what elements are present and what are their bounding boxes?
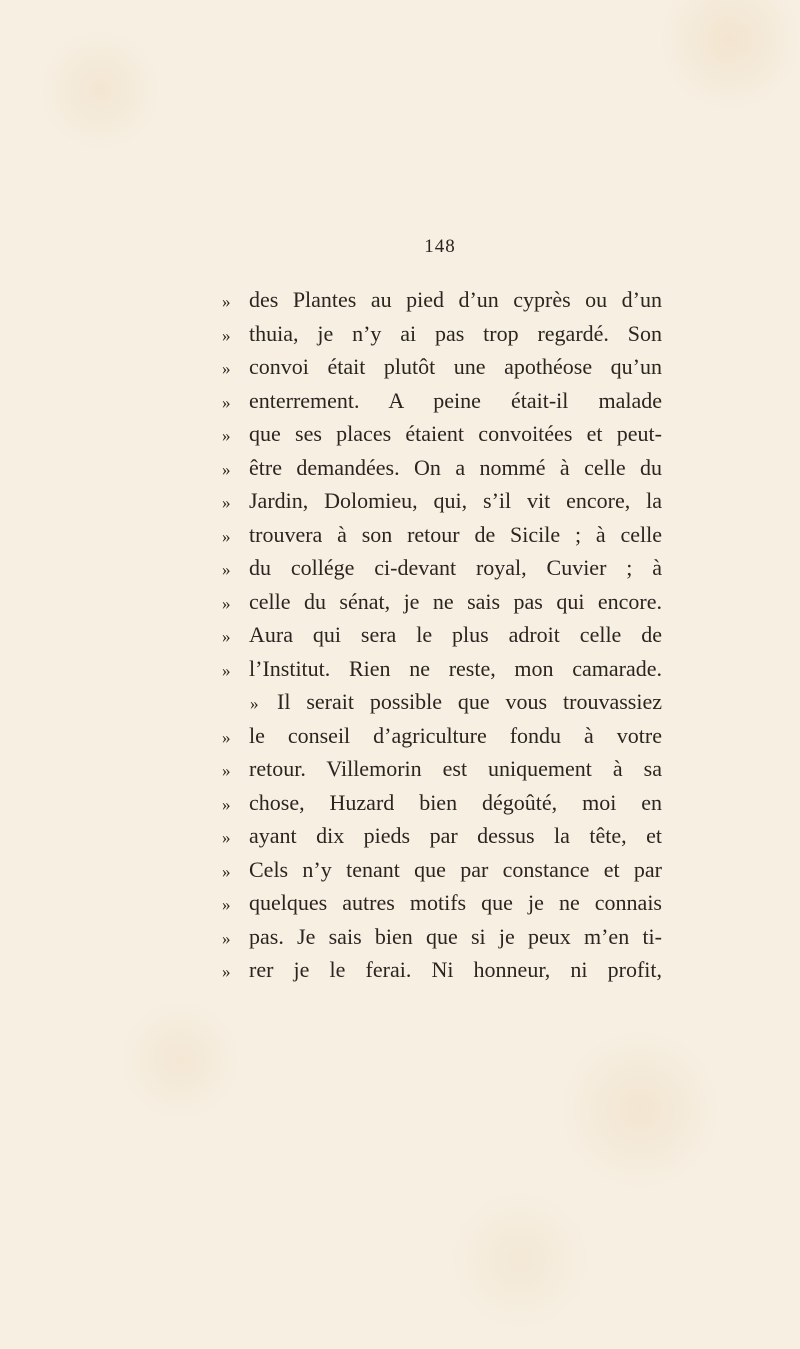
- line-text: celle du sénat, je ne sais pas qui encore.: [249, 588, 662, 614]
- line-text: du collége ci-devant royal, Cuvier ; à: [249, 555, 662, 580]
- text-line: [222, 719, 662, 753]
- text-line: [222, 953, 662, 987]
- quote-mark: »: [222, 962, 231, 981]
- line-text: que ses places étaient convoitées et peut-: [249, 421, 662, 446]
- quote-mark: »: [222, 861, 231, 881]
- text-line: [222, 283, 662, 317]
- quote-mark: »: [222, 392, 231, 412]
- text-line: [222, 350, 662, 384]
- quote-mark: »: [222, 526, 231, 546]
- text-line: [222, 451, 662, 485]
- quote-mark: »: [222, 660, 231, 680]
- line-text: chose, Huzard bien dégoûté, moi en: [249, 789, 662, 815]
- quote-mark: »: [222, 794, 231, 814]
- text-line: [222, 853, 662, 887]
- text-line: [222, 685, 662, 719]
- line-text: convoi était plutôt une apothéose qu’un: [249, 354, 662, 379]
- quote-mark: »: [222, 727, 231, 747]
- quote-mark: »: [222, 292, 231, 311]
- line-text: thuia, je n’y ai pas trop regardé. Son: [249, 320, 662, 346]
- line-text: des Plantes au pied d’un cyprès ou d’un: [249, 287, 662, 312]
- text-line: [222, 752, 662, 786]
- body-text: [222, 283, 662, 987]
- quote-mark: »: [222, 761, 231, 780]
- line-text: retour. Villemorin est uniquement à sa: [249, 756, 662, 781]
- quote-mark: »: [222, 627, 231, 646]
- line-text: l’Institut. Rien ne reste, mon camarade.: [249, 655, 662, 681]
- text-line: [222, 786, 662, 820]
- line-text: trouvera à son retour de Sicile ; à celle: [249, 521, 662, 547]
- line-text: pas. Je sais bien que si je peux m’en ti-: [249, 923, 662, 949]
- page-number: 148: [424, 236, 456, 257]
- text-line: [222, 317, 662, 351]
- line-text: Cels n’y tenant que par constance et par: [249, 856, 662, 882]
- text-line: [222, 551, 662, 585]
- text-line: [222, 585, 662, 619]
- quote-mark: »: [222, 895, 231, 914]
- line-text: Aura qui sera le plus adroit celle de: [249, 622, 662, 647]
- quote-mark: »: [222, 325, 231, 345]
- quote-mark: »: [222, 560, 231, 579]
- text-line: [222, 384, 662, 418]
- quote-mark: »: [222, 459, 231, 479]
- line-text: enterrement. A peine était-il malade: [249, 387, 662, 413]
- quote-mark: »: [222, 593, 231, 613]
- quote-mark: »: [222, 359, 231, 378]
- line-text: quelques autres motifs que je ne connais: [249, 890, 662, 915]
- line-text: ayant dix pieds par dessus la tête, et: [249, 823, 662, 848]
- text-line: [222, 484, 662, 518]
- quote-mark: »: [222, 928, 231, 948]
- line-text: Il serait possible que vous trouvassiez: [277, 689, 662, 714]
- quote-mark: »: [222, 493, 231, 512]
- text-line: [222, 618, 662, 652]
- line-text: être demandées. On a nommé à celle du: [249, 454, 662, 480]
- quote-mark: »: [250, 694, 259, 713]
- text-line: [222, 920, 662, 954]
- quote-mark: »: [222, 426, 231, 445]
- text-line: [222, 518, 662, 552]
- line-text: rer je le ferai. Ni honneur, ni profit,: [249, 957, 662, 982]
- text-line: [222, 819, 662, 853]
- line-text: Jardin, Dolomieu, qui, s’il vit encore, la: [249, 488, 662, 513]
- text-line: [222, 417, 662, 451]
- text-line: [222, 886, 662, 920]
- text-line: [222, 652, 662, 686]
- line-text: le conseil d’agriculture fondu à votre: [249, 722, 662, 748]
- quote-mark: »: [222, 828, 231, 847]
